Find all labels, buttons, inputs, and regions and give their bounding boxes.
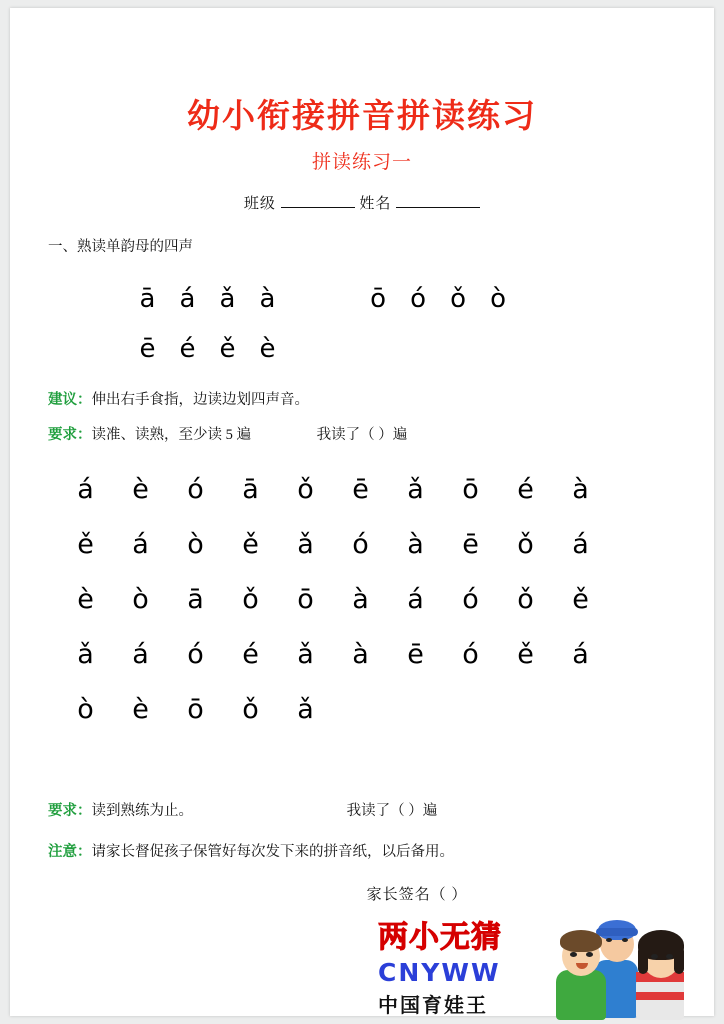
requirement-1-line bbox=[48, 423, 714, 444]
notice-text: 请家长督促孩子保管好每次发下来的拼音纸，以后备用。 bbox=[91, 844, 454, 860]
practice-char: ó bbox=[462, 584, 479, 615]
vowel-char: è bbox=[259, 334, 277, 364]
vowel-row-2 bbox=[128, 324, 714, 374]
practice-char: é bbox=[517, 474, 534, 505]
practice-char: ā bbox=[242, 474, 259, 505]
parent-signature[interactable]: 家长签名（ ） bbox=[366, 887, 468, 903]
practice-char: ǎ bbox=[297, 694, 314, 725]
practice-char: è bbox=[132, 694, 149, 725]
practice-char: á bbox=[132, 639, 149, 670]
practice-char: ě bbox=[572, 584, 589, 615]
practice-char: ǒ bbox=[517, 529, 534, 560]
vowel-group-o bbox=[359, 274, 519, 324]
practice-char: á bbox=[572, 639, 589, 670]
practice-char: ǎ bbox=[407, 474, 424, 505]
name-label: 姓名 bbox=[359, 196, 392, 212]
vowel-group-e bbox=[128, 324, 288, 374]
practice-char: è bbox=[132, 474, 149, 505]
practice-char: ò bbox=[187, 529, 204, 560]
class-label: 班级 bbox=[243, 196, 276, 212]
practice-row bbox=[58, 627, 714, 682]
practice-char: á bbox=[132, 529, 149, 560]
practice-char: ò bbox=[132, 584, 149, 615]
practice-char: ó bbox=[352, 529, 369, 560]
page-subtitle: 拼读练习一 bbox=[311, 152, 412, 173]
practice-row bbox=[58, 572, 714, 627]
practice-char: ě bbox=[517, 639, 534, 670]
vowel-group-a bbox=[128, 274, 288, 324]
vowel-char: ò bbox=[490, 284, 507, 314]
practice-char: ó bbox=[187, 639, 204, 670]
practice-char: é bbox=[242, 639, 259, 670]
requirement-2-label: 要求： bbox=[48, 803, 92, 819]
vowel-char: ǒ bbox=[450, 284, 467, 314]
requirement-1-count: 我读了（ ）遍 bbox=[316, 427, 408, 443]
practice-char: á bbox=[407, 584, 424, 615]
practice-row bbox=[58, 682, 714, 737]
practice-char: á bbox=[572, 529, 589, 560]
practice-char: ǒ bbox=[242, 584, 259, 615]
vowel-char: à bbox=[259, 284, 277, 314]
requirement-2-count: 我读了（ ）遍 bbox=[346, 803, 438, 819]
page-title: 幼小衔接拼音拼读练习 bbox=[187, 96, 537, 135]
practice-char: ē bbox=[407, 639, 424, 670]
suggestion-label: 建议： bbox=[48, 392, 92, 408]
vowel-tones-block bbox=[10, 274, 714, 374]
vowel-char: ē bbox=[139, 334, 157, 364]
requirement-1-text: 读准、读熟，至少读 5 遍 bbox=[91, 427, 251, 443]
practice-row bbox=[58, 462, 714, 517]
practice-char: ò bbox=[77, 694, 94, 725]
vowel-row-1 bbox=[128, 274, 714, 324]
practice-char: ē bbox=[462, 529, 479, 560]
notice-label: 注意： bbox=[48, 844, 92, 860]
vowel-char: á bbox=[179, 284, 197, 314]
practice-char: à bbox=[352, 639, 369, 670]
vowel-char: ō bbox=[370, 284, 387, 314]
practice-char: ǎ bbox=[297, 639, 314, 670]
suggestion-text: 伸出右手食指，边读边划四声音。 bbox=[91, 392, 309, 408]
name-input-blank[interactable] bbox=[396, 193, 480, 208]
practice-char: ě bbox=[242, 529, 259, 560]
watermark-sub2: 中国育娃王 bbox=[378, 993, 488, 1017]
vowel-char: ā bbox=[139, 284, 157, 314]
watermark-sub: CNYWW bbox=[378, 958, 501, 987]
watermark-text bbox=[378, 912, 556, 1018]
practice-grid bbox=[10, 462, 714, 737]
practice-char: à bbox=[352, 584, 369, 615]
practice-char: ǒ bbox=[517, 584, 534, 615]
practice-char: ō bbox=[297, 584, 314, 615]
requirement-1-label: 要求： bbox=[48, 427, 92, 443]
watermark-main: 两小无猜 bbox=[378, 920, 502, 955]
notice-line bbox=[48, 840, 714, 861]
practice-row bbox=[58, 517, 714, 572]
practice-char: è bbox=[77, 584, 94, 615]
vowel-char: é bbox=[179, 334, 197, 364]
vowel-char: ó bbox=[410, 284, 427, 314]
practice-char: ó bbox=[187, 474, 204, 505]
practice-char: á bbox=[77, 474, 94, 505]
practice-char: ó bbox=[462, 639, 479, 670]
practice-char: à bbox=[572, 474, 589, 505]
vowel-char: ǎ bbox=[219, 284, 237, 314]
vowel-char: ě bbox=[219, 334, 237, 364]
practice-char: ǎ bbox=[77, 639, 94, 670]
practice-char: ē bbox=[352, 474, 369, 505]
practice-char: à bbox=[407, 529, 424, 560]
practice-char: ě bbox=[77, 529, 94, 560]
practice-char: ā bbox=[187, 584, 204, 615]
requirement-2-line bbox=[48, 799, 714, 820]
practice-char: ō bbox=[187, 694, 204, 725]
practice-char: ō bbox=[462, 474, 479, 505]
worksheet-page bbox=[10, 8, 714, 1016]
watermark bbox=[368, 906, 688, 1024]
practice-char: ǎ bbox=[297, 529, 314, 560]
kids-illustration bbox=[554, 908, 688, 1020]
requirement-2-text: 读到熟练为止。 bbox=[91, 803, 193, 819]
practice-char: ǒ bbox=[297, 474, 314, 505]
name-row bbox=[10, 192, 714, 213]
practice-char: ǒ bbox=[242, 694, 259, 725]
suggestion-line bbox=[48, 388, 714, 409]
class-input-blank[interactable] bbox=[281, 193, 355, 208]
section-1-heading: 一、熟读单韵母的四声 bbox=[48, 239, 193, 255]
